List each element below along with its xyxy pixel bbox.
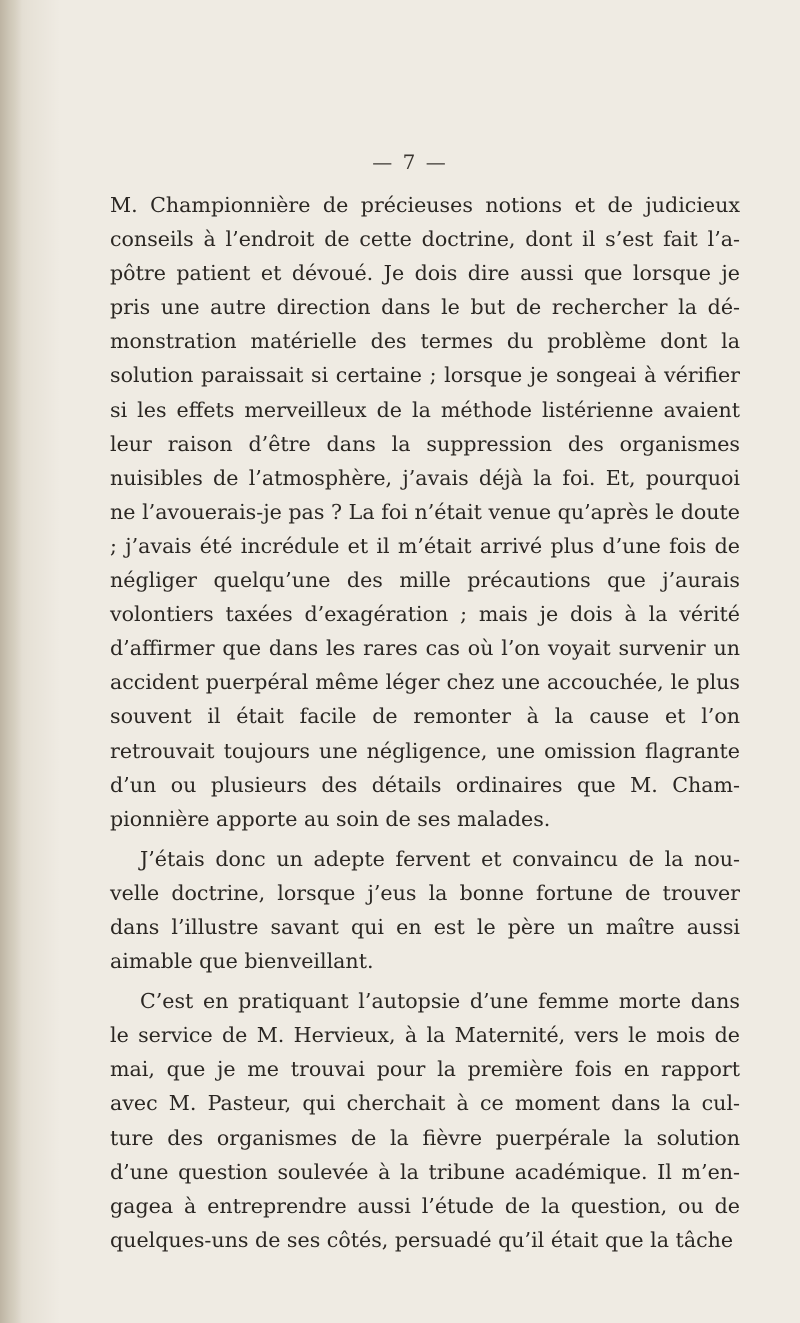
- page-number: — 7 —: [372, 150, 448, 174]
- page-spine-shadow: [0, 0, 22, 1323]
- paragraph-3: C’est en pratiquant l’autopsie d’une femme morte dans le service de M. Hervieux, à la Maternité, vers le mois de mai, que je me trouvai pour la première fois en rapport avec M. Pasteur, qui cherchait à ce moment dans la cul- ture des organismes de la fièvre puerpérale la solution d’une question soulevée à la tribune académique. Il m’en- gagea à entreprendre aussi l’étude de la question, ou de quelques-uns de ses côtés, persuadé qu’il était que la tâche: [110, 989, 740, 1252]
- paragraph-1: M. Championnière de précieuses notions et de judicieux conseils à l’endroit de cette doctrine, dont il s’est fait l’a- pôtre patient et dévoué. Je dois dire aussi que lorsque je pris une autre direction dans le but de rechercher la dé- monstration matérielle des termes du problème dont la solution paraissait si certaine ; lorsque je songeai à vérifier si les effets merveilleux de la méthode listérienne avaient leur raison d’être dans la suppression des organismes nuisibles de l’atmosphère, j’avais déjà la foi. Et, pourquoi ne l’avouerais-je pas ? La foi n’était venue qu’après le doute ; j’avais été incrédule et il m’était arrivé plus d’une fois de négliger quelqu’une des mille précautions que j’aurais volontiers taxées d’exagération ; mais je dois à la vérité d’affirmer que dans les rares cas où l’on voyait survenir un accident puerpéral même léger chez une accouchée, le plus souvent il était facile de remonter à la cause et l’on retrouvait toujours une négligence, une omission flagrante d’un ou plusieurs des détails ordinaires que M. Cham- pionnière apporte au soin de ses malades.: [110, 193, 740, 831]
- body-text: [110, 188, 740, 1263]
- paragraph-2: J’étais donc un adepte fervent et convaincu de la nou- velle doctrine, lorsque j’eus la bonne fortune de trouver dans l’illustre savant qui en est le père un maître aussi aimable que bienveillant.: [110, 846, 740, 974]
